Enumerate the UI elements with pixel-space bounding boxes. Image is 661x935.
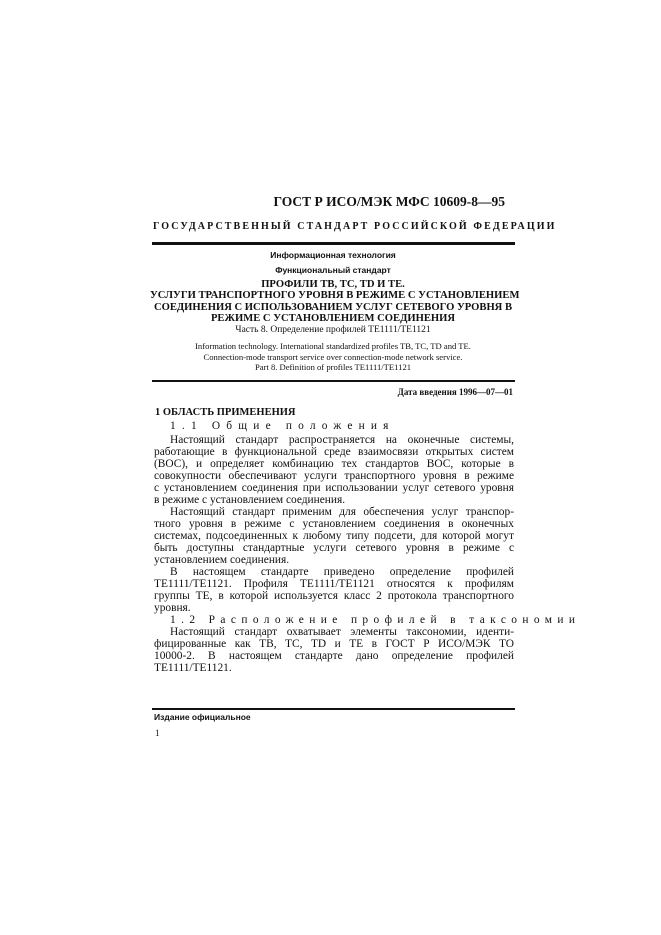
title-line: СОЕДИНЕНИЯ С ИСПОЛЬЗОВАНИЕМ УСЛУГ СЕТЕВОГО УРОВНЯ В — [153, 301, 513, 313]
body-line: группы ТЕ, в которой используется класс 2 протокола транспортного — [154, 590, 514, 602]
document-code: ГОСТ Р ИСО/МЭК МФС 10609-8—95 — [273, 194, 505, 209]
body-line: установлением соединения. — [154, 554, 290, 566]
page-number: 1 — [155, 728, 160, 738]
english-line: Connection-mode transport service over connection-mode network service. — [203, 351, 463, 362]
document-title — [150, 279, 520, 324]
introduction-date: Дата введения 1996—07—01 — [397, 387, 513, 397]
body-line: Настоящий стандарт охватывает элементы таксономии, иденти- — [170, 626, 514, 638]
english-title — [150, 341, 516, 373]
body-line: 10000-2. В настоящем стандарте дано определение профилей — [154, 650, 514, 662]
state-standard-heading: ГОСУДАРСТВЕННЫЙ СТАНДАРТ РОССИЙСКОЙ ФЕДЕРАЦИИ — [153, 221, 557, 232]
body-line: совокупности обеспечивают услуги транспортного уровня в режиме — [154, 470, 514, 482]
body-line: Настоящий стандарт применим для обеспечения услуг транспор- — [170, 506, 514, 518]
edition-note: Издание официальное — [154, 712, 251, 722]
body-line: уровня. — [154, 602, 191, 614]
part-title: Часть 8. Определение профилей ТЕ1111/ТЕ1121 — [235, 325, 431, 335]
standard-type: Функциональный стандарт — [275, 265, 391, 275]
divider-top — [152, 242, 515, 245]
english-line: Information technology. International standardized profiles TB, TC, TD and TE. — [195, 341, 471, 351]
section-heading: 1 ОБЛАСТЬ ПРИМЕНЕНИЯ — [155, 407, 296, 418]
body-line: ТЕ1111/ТЕ1121. — [154, 662, 232, 674]
body-line: работающие в функциональной среде взаимосвязи открытых систем — [154, 446, 514, 458]
field-label: Информационная технология — [270, 250, 396, 260]
body-line: системах, подсоединенных к любому типу подсети, для которой могут — [154, 530, 514, 542]
body-line: в режиме с установлением соединения. — [154, 494, 346, 506]
divider-middle — [152, 380, 515, 382]
body-line: ТЕ1111/ТЕ1121. Профиля ТЕ1111/ТЕ1121 относятся к профилям — [154, 578, 514, 590]
title-line: РЕЖИМЕ С УСТАНОВЛЕНИЕМ СОЕДИНЕНИЯ — [210, 312, 456, 324]
title-line: УСЛУГИ ТРАНСПОРТНОГО УРОВНЯ В РЕЖИМЕ С УСТАНОВЛЕНИЕМ — [150, 290, 520, 302]
body-line: Настоящий стандарт распространяется на оконечные системы, — [170, 434, 514, 446]
english-line: Part 8. Definition of profiles TE1111/TE1121 — [254, 362, 412, 373]
subsection-heading: 1.1 Общие положения — [170, 420, 395, 432]
title-line: ПРОФИЛИ ТВ, ТС, TD И ТЕ. — [261, 279, 405, 290]
section-body — [154, 420, 581, 674]
body-line: с установлением соединения при использовании услуг сетевого уровня — [154, 482, 514, 494]
body-line: фицированные как ТВ, ТС, TD и ТЕ в ГОСТ Р ИСО/МЭК ТО — [154, 638, 514, 650]
body-line: (ВОС), и определяет комбинацию тех стандартов ВОС, которые в — [154, 458, 514, 470]
body-line: В настоящем стандарте приведено определение профилей — [170, 566, 514, 578]
body-line: быть доступны стандартные услуги сетевого уровня в режиме с — [154, 542, 514, 554]
subsection-heading: 1.2 Расположение профилей в таксономии — [170, 614, 581, 626]
body-line: тного уровня в режиме с установлением соединения в оконечных — [154, 518, 514, 530]
divider-footer — [152, 708, 515, 710]
